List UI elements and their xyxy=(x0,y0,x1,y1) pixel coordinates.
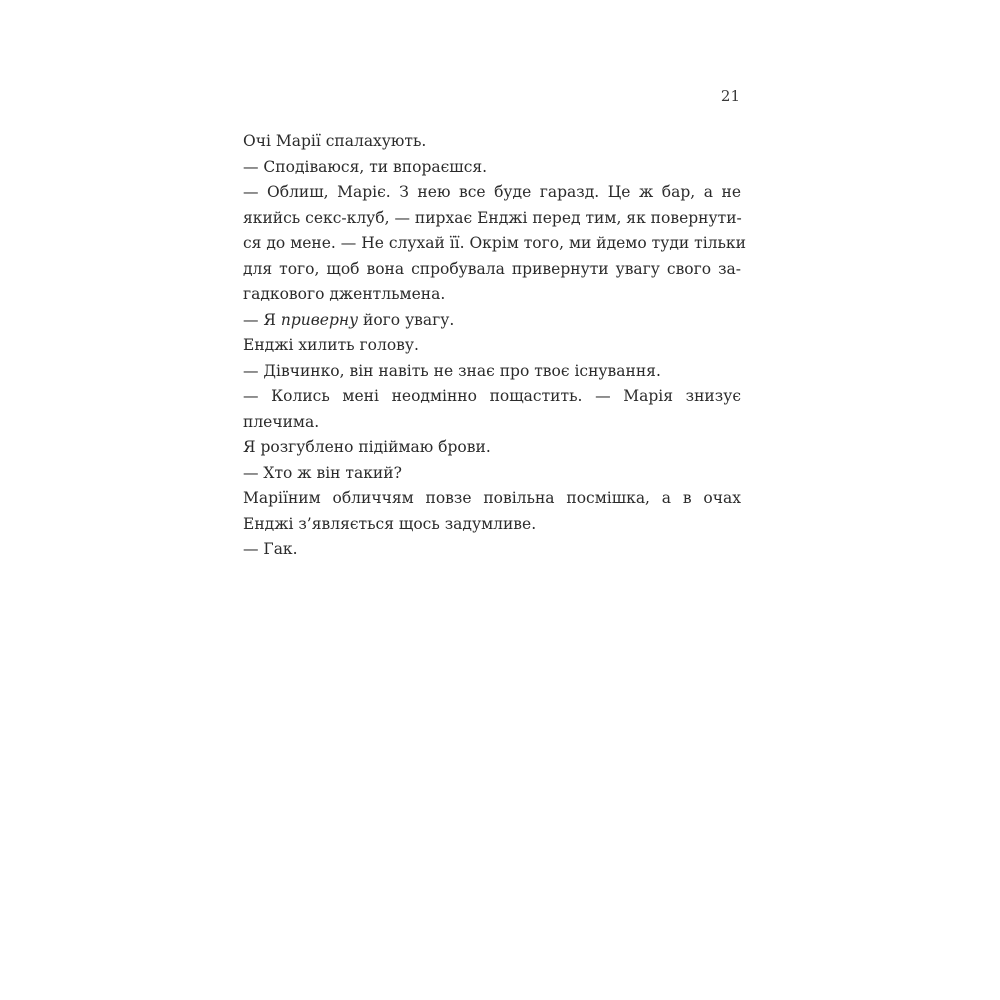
line-prefix: — Я xyxy=(243,310,281,329)
text-line: — Колись мені неодмінно пощастить. — Марія знизує xyxy=(243,387,741,405)
text-line: — Сподіваюся, ти впораєшся. xyxy=(243,157,488,176)
text-line: — Гак. xyxy=(243,540,298,558)
text-line: ся до мене. — Не слухай її. Окрім того, ми йдемо туди тільки xyxy=(243,234,746,252)
text-line: Енджі з’являється щось задумливе. xyxy=(243,514,537,533)
italic-word: приверну xyxy=(280,310,359,329)
text-line: Я розгублено підіймаю брови. xyxy=(243,438,491,456)
body-text xyxy=(243,129,746,563)
page-number: 21 xyxy=(720,87,740,105)
text-line: Очі Марії спалахують. xyxy=(243,132,427,150)
text-line: плечима. xyxy=(243,412,320,431)
text-line: — Дівчинко, він навіть не знає про твоє існування. xyxy=(243,361,661,380)
text-line: — Облиш, Маріє. З нею все буде гаразд. Це ж бар, а не xyxy=(243,183,741,201)
line-suffix: його увагу. xyxy=(358,310,455,329)
text-line: Енджі хилить голову. xyxy=(243,336,419,354)
text-line: гадкового джентльмена. xyxy=(243,285,446,303)
text-line: для того, щоб вона спробувала привернути увагу свого за- xyxy=(243,259,741,278)
text-line: Маріїним обличчям повзе повільна посмішка, а в очах xyxy=(243,489,741,507)
text-line: — Хто ж він такий? xyxy=(243,463,402,482)
text-line-with-italic xyxy=(243,308,741,334)
text-line: якийсь секс-клуб, — пирхає Енджі перед тим, як повернути- xyxy=(243,208,742,227)
